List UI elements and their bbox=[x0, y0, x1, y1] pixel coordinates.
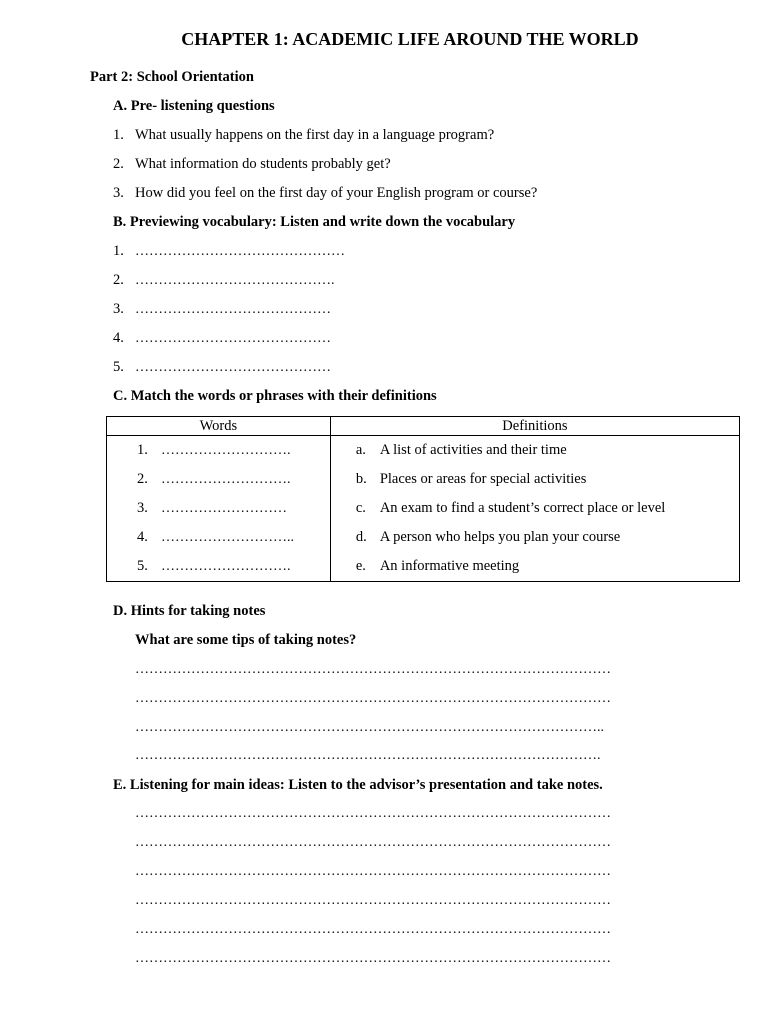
definition-cell: e. An informative meeting bbox=[330, 552, 739, 582]
vocab-blank[interactable]: 4. …………………………………… bbox=[113, 330, 331, 346]
notes-line[interactable]: ………………………………………………………………………………………… bbox=[135, 951, 611, 966]
word-blank[interactable]: 5. ………………………. bbox=[107, 552, 331, 582]
question-item: 3. How did you feel on the first day of your English program or course? bbox=[113, 185, 538, 201]
vocab-blank[interactable]: 2. ……………………………………. bbox=[113, 272, 335, 288]
matching-table bbox=[106, 416, 740, 582]
question-item: 2. What information do students probably get? bbox=[113, 156, 391, 172]
section-a-heading: A. Pre- listening questions bbox=[113, 98, 275, 114]
vocab-blank[interactable]: 1. ……………………………………… bbox=[113, 243, 345, 259]
word-blank[interactable]: 2. ………………………. bbox=[107, 465, 331, 494]
table-row bbox=[107, 494, 740, 523]
vocab-blank[interactable]: 5. …………………………………… bbox=[113, 359, 331, 375]
section-c-heading: C. Match the words or phrases with their definitions bbox=[113, 388, 437, 404]
definition-cell: a. A list of activities and their time bbox=[330, 436, 739, 466]
notes-line[interactable]: ………………………………………………………………………………………… bbox=[135, 893, 611, 908]
table-row bbox=[107, 523, 740, 552]
words-column-header: Words bbox=[107, 417, 331, 436]
definitions-column-header: Definitions bbox=[330, 417, 739, 436]
section-d-question: What are some tips of taking notes? bbox=[135, 632, 357, 648]
word-blank[interactable]: 4. ……………………….. bbox=[107, 523, 331, 552]
notes-line[interactable]: ………………………………………………………………………………………… bbox=[135, 806, 611, 821]
table-row bbox=[107, 465, 740, 494]
notes-line[interactable]: ………………………………………………………………………………………… bbox=[135, 864, 611, 879]
part-heading: Part 2: School Orientation bbox=[90, 69, 254, 85]
word-blank[interactable]: 3. ……………………… bbox=[107, 494, 331, 523]
word-blank[interactable]: 1. ………………………. bbox=[107, 436, 331, 466]
section-d-heading: D. Hints for taking notes bbox=[113, 603, 266, 619]
page-title: CHAPTER 1: ACADEMIC LIFE AROUND THE WORLD bbox=[181, 29, 639, 49]
definition-cell: c. An exam to find a student’s correct place or level bbox=[330, 494, 739, 523]
definition-cell: b. Places or areas for special activities bbox=[330, 465, 739, 494]
notes-line[interactable]: ………………………………………………………………………………………. bbox=[135, 748, 601, 763]
vocab-blank[interactable]: 3. …………………………………… bbox=[113, 301, 331, 317]
question-item: 1. What usually happens on the first day in a language program? bbox=[113, 127, 495, 143]
notes-line[interactable]: ……………………………………………………………………………………….. bbox=[135, 720, 604, 735]
notes-line[interactable]: ………………………………………………………………………………………… bbox=[135, 662, 611, 677]
table-row bbox=[107, 436, 740, 466]
section-b-heading: B. Previewing vocabulary: Listen and write down the vocabulary bbox=[113, 214, 516, 230]
notes-line[interactable]: ………………………………………………………………………………………… bbox=[135, 922, 611, 937]
definition-cell: d. A person who helps you plan your course bbox=[330, 523, 739, 552]
notes-line[interactable]: ………………………………………………………………………………………… bbox=[135, 835, 611, 850]
table-row bbox=[107, 552, 740, 582]
notes-line[interactable]: ………………………………………………………………………………………… bbox=[135, 691, 611, 706]
section-e-heading: E. Listening for main ideas: Listen to the advisor’s presentation and take notes. bbox=[113, 777, 603, 793]
